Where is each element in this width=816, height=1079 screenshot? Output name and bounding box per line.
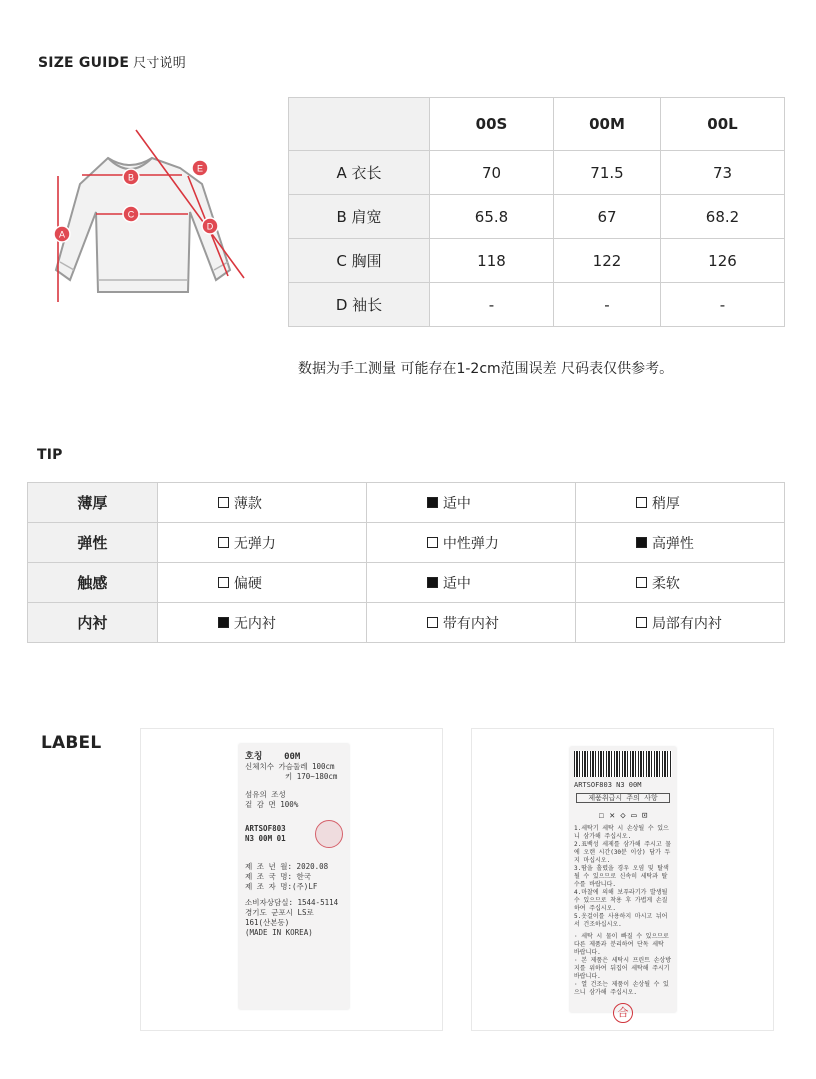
checkbox-empty-icon bbox=[636, 617, 647, 628]
size-cell: 118 bbox=[430, 239, 554, 283]
size-cell: - bbox=[430, 283, 554, 327]
tip-row bbox=[28, 603, 785, 643]
tip-option: 薄款 bbox=[157, 483, 366, 523]
size-guide-heading bbox=[38, 52, 186, 71]
tip-option: 无弹力 bbox=[157, 523, 366, 563]
svg-text:E: E bbox=[196, 163, 204, 174]
tip-option: 无内衬 bbox=[157, 603, 366, 643]
care-line: · 열 건조는 제품이 손상될 수 있으니 삼가해 주십시오. bbox=[574, 981, 669, 996]
size-cell: 70 bbox=[430, 151, 554, 195]
checkbox-empty-icon bbox=[427, 617, 438, 628]
tip-row bbox=[28, 563, 785, 603]
tag-code: N3 00M 01 bbox=[245, 834, 286, 843]
size-cell: 126 bbox=[661, 239, 785, 283]
tag-service: 소비자상담실: 1544-5114 bbox=[245, 898, 339, 907]
checkbox-filled-icon bbox=[636, 537, 647, 548]
svg-text:C: C bbox=[127, 209, 135, 220]
tag-code: ARTSOF803 bbox=[245, 824, 286, 833]
barcode-icon bbox=[574, 751, 672, 777]
tip-table bbox=[27, 482, 785, 643]
measurement-note: 数据为手工测量 可能存在1-2cm范围误差 尺码表仅供参考。 bbox=[298, 361, 674, 377]
care-line: 4.마찰에 의해 보푸라기가 발생될 수 있으므로 착용 후 가볍게 손질하여 주십시오. bbox=[574, 889, 668, 912]
marker-d bbox=[202, 218, 218, 234]
care-tag-code: ARTSOF803 N3 00M bbox=[574, 781, 642, 789]
size-cell: 65.8 bbox=[430, 195, 554, 239]
tip-row bbox=[28, 523, 785, 563]
size-cell: 67 bbox=[554, 195, 661, 239]
size-cell: 73 bbox=[661, 151, 785, 195]
svg-text:A: A bbox=[58, 229, 66, 240]
care-line: 5.옷걸이를 사용하지 마시고 뉘어서 건조하십시오. bbox=[574, 913, 668, 928]
tag-size: 00M bbox=[284, 752, 301, 762]
size-row-label: D 袖长 bbox=[289, 283, 430, 327]
care-label-tag bbox=[570, 747, 676, 1019]
size-column-header: 00M bbox=[554, 98, 661, 151]
size-row-label: B 肩宽 bbox=[289, 195, 430, 239]
tag-maker: 제 조 자 명:(주)LF bbox=[245, 882, 318, 891]
size-column-header: 00S bbox=[430, 98, 554, 151]
sweatshirt-measurement-diagram bbox=[30, 120, 260, 310]
size-cell: 122 bbox=[554, 239, 661, 283]
tip-option: 中性弹力 bbox=[366, 523, 575, 563]
label-heading: LABEL bbox=[41, 733, 102, 753]
tip-option: 偏硬 bbox=[157, 563, 366, 603]
size-table-corner bbox=[289, 98, 430, 151]
care-line: 3.땀을 흘렸을 경우 오염 및 탈색될 수 있으므로 신속히 세탁과 탈수를 바랍니다. bbox=[574, 865, 669, 888]
tag-body-line: 신체치수 가슴둘레 100cm bbox=[245, 762, 335, 771]
tag-address: 경기도 군포시 LS로 161(산본동) bbox=[245, 908, 314, 927]
care-title: 제품취급시 주의 사항 bbox=[576, 793, 670, 803]
size-table bbox=[288, 97, 785, 327]
size-guide-title: SIZE GUIDE bbox=[38, 55, 130, 71]
size-cell: 68.2 bbox=[661, 195, 785, 239]
size-cell: 71.5 bbox=[554, 151, 661, 195]
size-row-label: C 胸围 bbox=[289, 239, 430, 283]
size-table-row bbox=[289, 239, 785, 283]
size-column-header: 00L bbox=[661, 98, 785, 151]
tip-option: 高弹性 bbox=[575, 523, 784, 563]
tip-row-label: 弹性 bbox=[28, 523, 158, 563]
tip-option: 适中 bbox=[366, 563, 575, 603]
size-table-row bbox=[289, 151, 785, 195]
care-symbols-icon: ☐ ✕ ◇ ▭ ⊡ bbox=[598, 811, 648, 821]
tip-option: 局部有内衬 bbox=[575, 603, 784, 643]
size-row-label: A 衣长 bbox=[289, 151, 430, 195]
checkbox-filled-icon bbox=[218, 617, 229, 628]
tag-size-title: 호칭 bbox=[245, 752, 263, 762]
size-guide-subtitle: 尺寸说明 bbox=[133, 56, 186, 71]
checkbox-empty-icon bbox=[636, 497, 647, 508]
tag-fiber-title: 섬유의 조성 bbox=[245, 790, 286, 799]
tag-fiber-line: 겉 감 면 100% bbox=[245, 800, 299, 809]
marker-a bbox=[54, 226, 70, 242]
tip-option: 稍厚 bbox=[575, 483, 784, 523]
tag-made-in: (MADE IN KOREA) bbox=[245, 928, 313, 937]
inspection-stamp-icon bbox=[315, 820, 343, 848]
care-line: 2.표백성 세제를 삼가해 주시고 물에 오랜 시간(30분 이상) 담가 두지 마십시오. bbox=[574, 841, 672, 864]
checkbox-empty-icon bbox=[218, 497, 229, 508]
svg-text:B: B bbox=[127, 172, 135, 183]
size-cell: - bbox=[661, 283, 785, 327]
tag-date: 제 조 년 월: 2020.08 bbox=[245, 862, 329, 871]
checkbox-filled-icon bbox=[427, 577, 438, 588]
tag-body-line: 키 170~180cm bbox=[285, 772, 338, 781]
marker-e bbox=[192, 160, 208, 176]
tip-heading: TIP bbox=[37, 447, 63, 463]
care-line: 1.세탁기 세탁 시 손상될 수 있으니 삼가해 주십시오. bbox=[574, 825, 669, 840]
care-line: · 세탁 시 물이 빠질 수 있으므로 다른 제품과 분리하여 단독 세탁 바랍니다. bbox=[574, 933, 669, 956]
tip-row-label: 薄厚 bbox=[28, 483, 158, 523]
marker-b bbox=[123, 169, 139, 185]
size-label-photo bbox=[140, 728, 443, 1031]
size-label-tag bbox=[239, 744, 349, 1009]
checkbox-filled-icon bbox=[427, 497, 438, 508]
marker-c bbox=[123, 206, 139, 222]
tip-option: 柔软 bbox=[575, 563, 784, 603]
tip-option: 适中 bbox=[366, 483, 575, 523]
checkbox-empty-icon bbox=[218, 577, 229, 588]
tip-row-label: 内衬 bbox=[28, 603, 158, 643]
tip-row-label: 触感 bbox=[28, 563, 158, 603]
size-table-row bbox=[289, 195, 785, 239]
checkbox-empty-icon bbox=[218, 537, 229, 548]
tip-option: 带有内衬 bbox=[366, 603, 575, 643]
checkbox-empty-icon bbox=[636, 577, 647, 588]
tag-country: 제 조 국 명: 한국 bbox=[245, 872, 312, 881]
care-label-photo bbox=[471, 728, 774, 1031]
care-line: · 본 제품은 세탁시 프린트 손상방지를 위하여 뒤집어 세탁해 주시기 바랍니다. bbox=[574, 957, 672, 980]
checkbox-empty-icon bbox=[427, 537, 438, 548]
size-table-header-row bbox=[289, 98, 785, 151]
tip-row bbox=[28, 483, 785, 523]
pass-stamp-icon: 合 bbox=[613, 1003, 633, 1023]
svg-text:D: D bbox=[206, 221, 214, 232]
size-table-row bbox=[289, 283, 785, 327]
size-cell: - bbox=[554, 283, 661, 327]
